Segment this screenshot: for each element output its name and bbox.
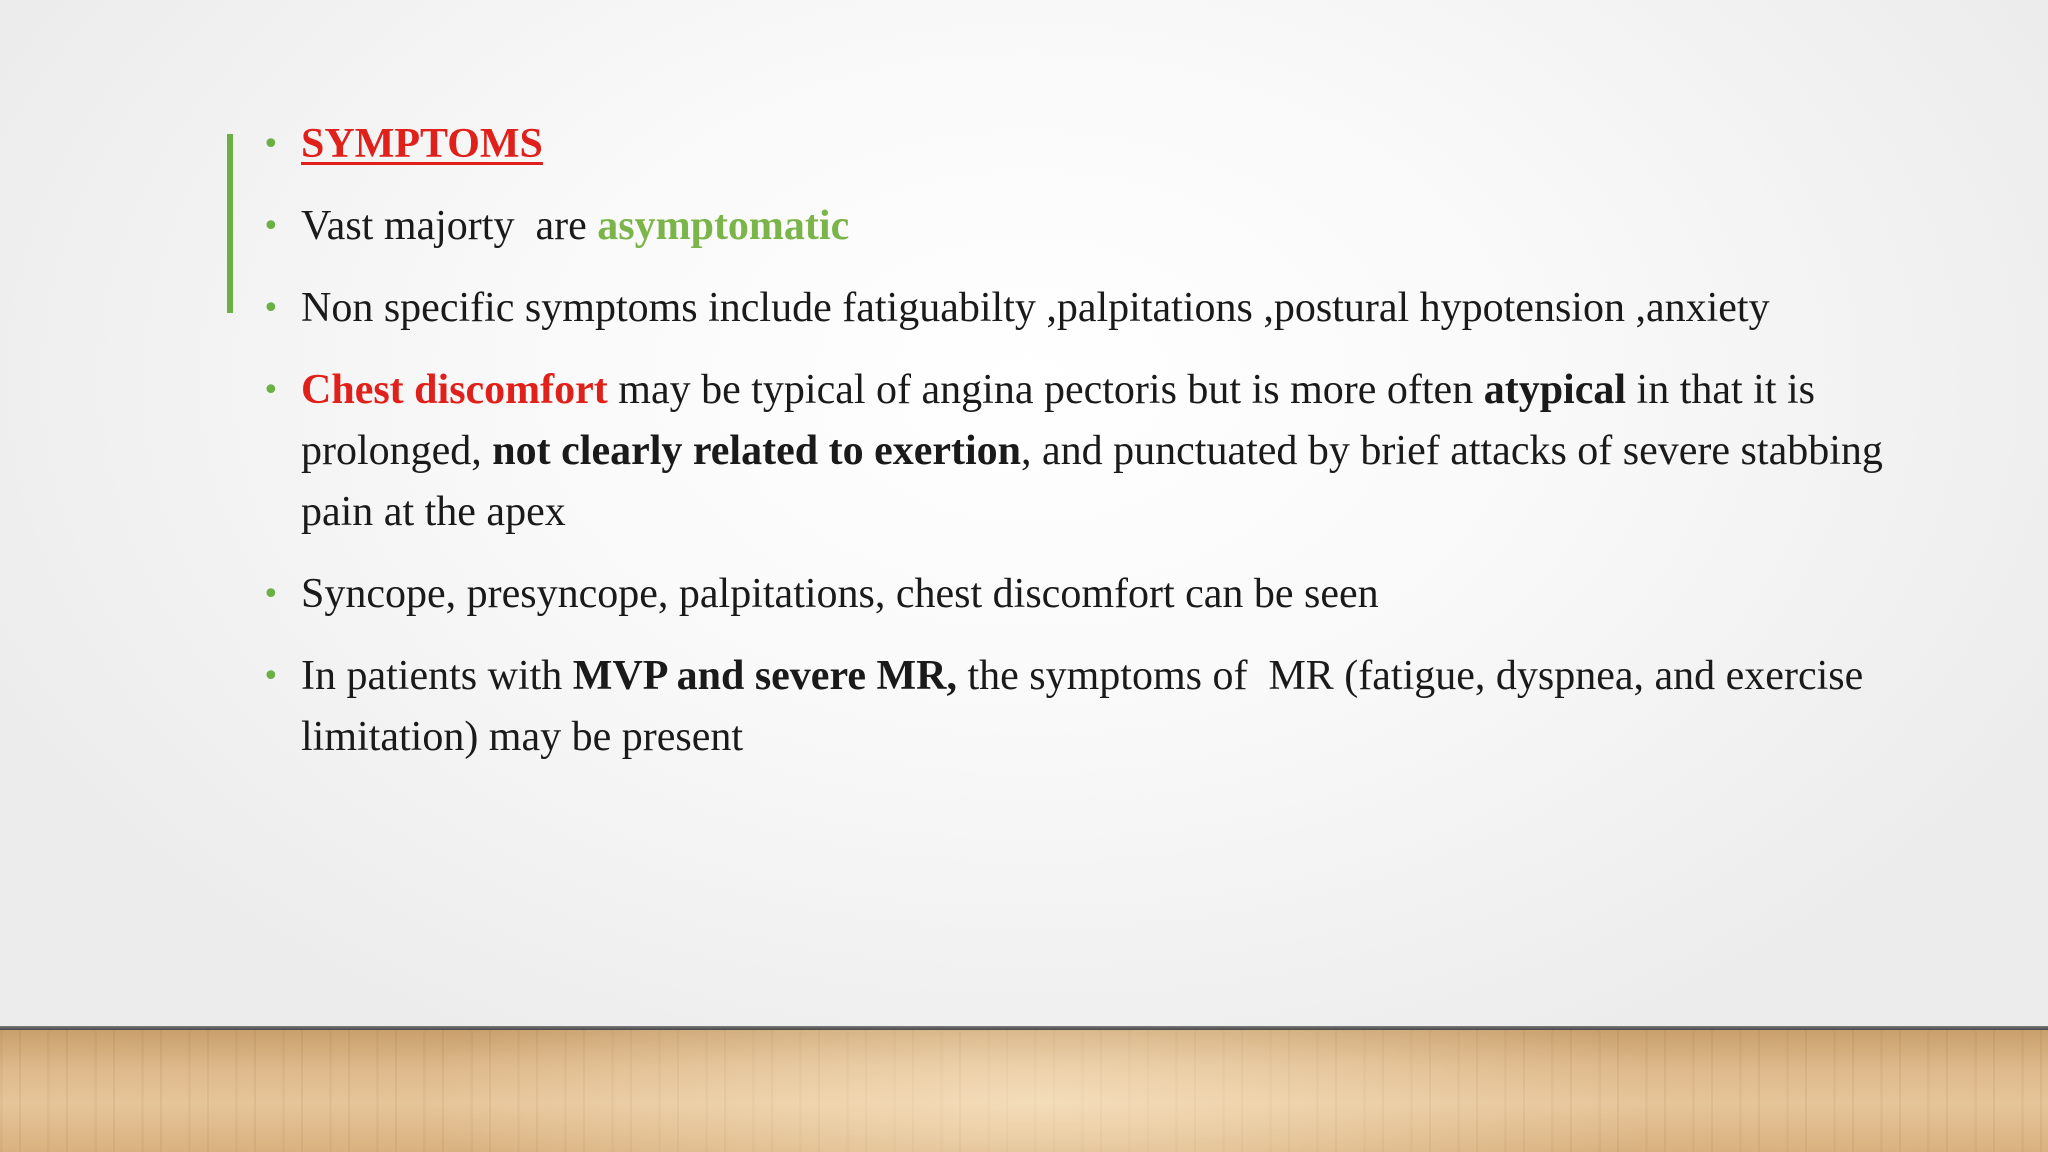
wood-floor bbox=[0, 1030, 2048, 1152]
bullet-mvp-severe-mr bbox=[262, 646, 1902, 768]
bullet-dot-icon: • bbox=[262, 577, 280, 612]
bullet-text: Vast majorty are bbox=[301, 203, 598, 249]
highlight-asymptomatic: asymptomatic bbox=[597, 203, 850, 249]
bullet-dot-icon: • bbox=[262, 127, 280, 162]
bullet-dot-icon: • bbox=[262, 373, 280, 408]
bullet-chest-discomfort bbox=[262, 360, 1902, 543]
bullet-text: may be typical of angina pectoris but is more often bbox=[607, 367, 1484, 413]
bullet-text: in that it is prolonged, bbox=[301, 367, 1816, 474]
bullet-dot-icon: • bbox=[262, 659, 280, 694]
bullet-text: Non specific symptoms include fatiguabilty ,palpitations ,postural hypotension ,anxiety bbox=[301, 285, 1770, 331]
bullet-text: , and punctuated by brief attacks of severe stabbing pain at the apex bbox=[301, 428, 1883, 535]
bullet-list bbox=[262, 114, 1902, 789]
bold-atypical: atypical bbox=[1483, 367, 1627, 413]
bold-mvp-severe-mr: MVP and severe MR, bbox=[572, 653, 957, 699]
bullet-asymptomatic bbox=[262, 196, 1902, 257]
bullet-text: Syncope, presyncope, palpitations, chest discomfort can be seen bbox=[301, 571, 1379, 617]
bullet-dot-icon: • bbox=[262, 209, 280, 244]
bullet-dot-icon: • bbox=[262, 291, 280, 326]
highlight-chest-discomfort: Chest discomfort bbox=[301, 367, 608, 413]
section-heading: SYMPTOMS bbox=[301, 121, 543, 167]
bullet-symptoms-heading bbox=[262, 114, 1902, 175]
bullet-syncope bbox=[262, 564, 1902, 625]
bullet-text: In patients with bbox=[301, 653, 573, 699]
accent-bar bbox=[227, 134, 233, 313]
bold-not-related-to-exertion: not clearly related to exertion bbox=[492, 428, 1022, 474]
bullet-text: the symptoms of MR (fatigue, dyspnea, and exercise limitation) may be present bbox=[301, 653, 1874, 760]
bullet-nonspecific-symptoms bbox=[262, 278, 1902, 339]
